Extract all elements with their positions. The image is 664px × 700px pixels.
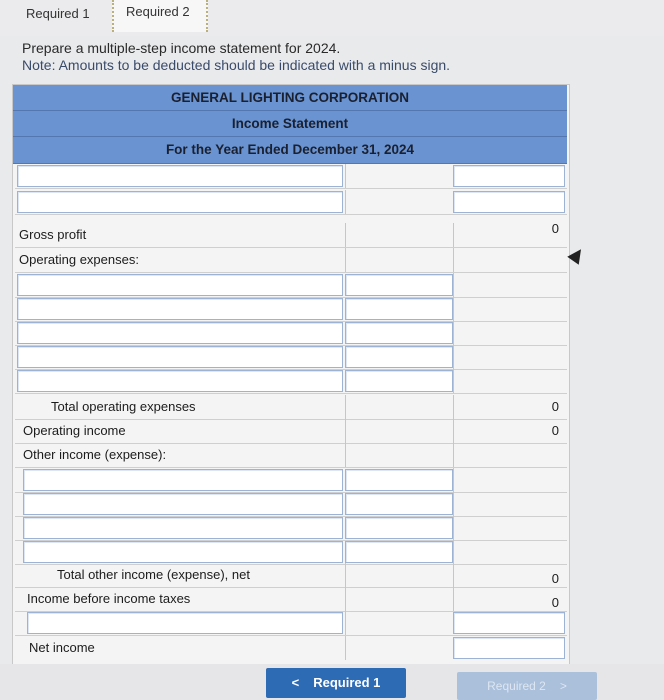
statement-period: For the Year Ended December 31, 2024: [13, 137, 567, 164]
table-row: [15, 492, 567, 517]
next-button[interactable]: [457, 672, 597, 700]
other-amount-input[interactable]: [345, 493, 453, 515]
tab-required-2[interactable]: Required 2: [112, 0, 208, 32]
expense-amount-input[interactable]: [345, 346, 453, 368]
other-account-input[interactable]: [23, 541, 343, 563]
total-operating-expenses-value: 0: [551, 399, 559, 414]
table-row: [15, 164, 567, 189]
operating-expenses-row: [15, 248, 567, 273]
gross-profit-label: Gross profit: [19, 227, 87, 242]
net-income-row: [15, 636, 567, 660]
expense-account-input[interactable]: [17, 274, 343, 296]
total-other-income-value: 0: [551, 571, 559, 586]
mouse-cursor-icon: [567, 245, 586, 264]
operating-income-label: Operating income: [23, 423, 126, 438]
table-row: [15, 369, 567, 394]
instruction-note: Note: Amounts to be deducted should be indicated with a minus sign.: [22, 57, 451, 73]
instruction-text: Prepare a multiple-step income statement for 2024.: [22, 40, 341, 56]
tab-required-1[interactable]: Required 1: [26, 6, 90, 21]
total-other-income-label: Total other income (expense), net: [57, 567, 250, 582]
table-row: [15, 321, 567, 346]
income-statement-sheet: [12, 84, 570, 666]
expense-account-input[interactable]: [17, 322, 343, 344]
total-input[interactable]: [453, 165, 565, 187]
expense-amount-input[interactable]: [345, 322, 453, 344]
table-row: [15, 468, 567, 493]
income-before-taxes-label: Income before income taxes: [27, 591, 191, 606]
chevron-right-icon: >: [559, 679, 567, 693]
expense-account-input[interactable]: [17, 370, 343, 392]
expense-amount-input[interactable]: [345, 298, 453, 320]
expense-account-input[interactable]: [17, 346, 343, 368]
other-account-input[interactable]: [23, 493, 343, 515]
table-row: [15, 345, 567, 370]
net-income-input[interactable]: [453, 637, 565, 659]
total-input[interactable]: [453, 191, 565, 213]
table-row: [15, 297, 567, 322]
gross-profit-value: 0: [551, 221, 559, 236]
other-amount-input[interactable]: [345, 517, 453, 539]
other-income-row: [15, 443, 567, 468]
expense-account-input[interactable]: [17, 298, 343, 320]
tax-account-input[interactable]: [27, 612, 343, 634]
previous-button-label: Required 1: [313, 675, 381, 690]
table-row: [15, 540, 567, 565]
account-input[interactable]: [17, 191, 343, 213]
statement-title: Income Statement: [13, 111, 567, 137]
instructions: [22, 40, 450, 74]
total-operating-expenses-row: [15, 395, 567, 420]
other-account-input[interactable]: [23, 469, 343, 491]
tab-bar: [0, 0, 664, 36]
account-input[interactable]: [17, 165, 343, 187]
other-account-input[interactable]: [23, 517, 343, 539]
amount-cell: [345, 190, 453, 214]
company-name: GENERAL LIGHTING CORPORATION: [13, 85, 567, 111]
operating-income-row: [15, 419, 567, 444]
chevron-left-icon: <: [291, 675, 300, 690]
expense-amount-input[interactable]: [345, 370, 453, 392]
other-amount-input[interactable]: [345, 541, 453, 563]
expense-amount-input[interactable]: [345, 274, 453, 296]
table-row: [15, 190, 567, 215]
table-row: [15, 611, 567, 636]
other-income-label: Other income (expense):: [23, 447, 167, 462]
total-other-income-row: [15, 563, 567, 588]
previous-button[interactable]: [266, 668, 406, 698]
next-button-label: Required 2: [487, 679, 546, 693]
operating-income-value: 0: [551, 423, 559, 438]
operating-expenses-label: Operating expenses:: [19, 252, 139, 267]
income-before-taxes-row: [15, 587, 567, 612]
table-row: [15, 273, 567, 298]
table-row: [15, 516, 567, 541]
gross-profit-row: [15, 223, 567, 248]
tax-amount-input[interactable]: [453, 612, 565, 634]
other-amount-input[interactable]: [345, 469, 453, 491]
income-before-taxes-value: 0: [551, 595, 559, 610]
net-income-label: Net income: [29, 640, 95, 655]
amount-cell: [345, 164, 453, 188]
total-operating-expenses-label: Total operating expenses: [51, 399, 196, 414]
